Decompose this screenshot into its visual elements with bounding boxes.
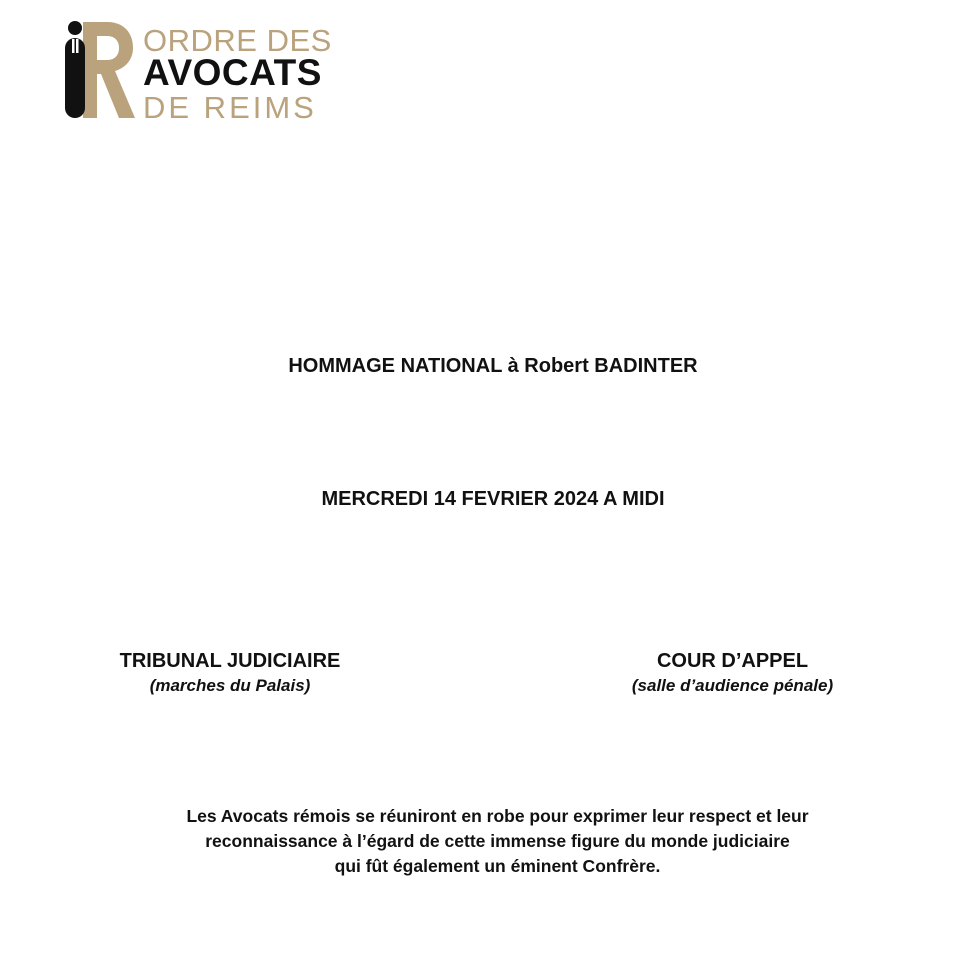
bar-association-logo xyxy=(63,16,363,126)
document-title: HOMMAGE NATIONAL à Robert BADINTER xyxy=(288,355,698,377)
location-detail: (marches du Palais) xyxy=(149,676,311,695)
message-line: qui fût également un éminent Confrère. xyxy=(334,856,661,876)
logo-line-reims: DE REIMS xyxy=(143,90,317,125)
lawyer-r-monogram-icon xyxy=(63,16,137,122)
message-line: reconnaissance à l’égard de cette immense figure du monde judiciaire xyxy=(205,831,790,851)
logo-line-avocats: AVOCATS xyxy=(143,52,322,93)
location-cour-appel xyxy=(590,648,875,698)
announcement-message xyxy=(100,804,895,879)
location-name: TRIBUNAL JUDICIAIRE xyxy=(119,650,341,672)
logo-line-ordre: ORDRE DES xyxy=(143,23,332,58)
location-name: COUR D’APPEL xyxy=(656,650,809,672)
event-date: MERCREDI 14 FEVRIER 2024 A MIDI xyxy=(321,488,665,510)
location-detail: (salle d’audience pénale) xyxy=(631,676,834,695)
message-line: Les Avocats rémois se réuniront en robe pour exprimer leur respect et leur xyxy=(186,806,809,826)
location-tribunal xyxy=(100,648,360,698)
